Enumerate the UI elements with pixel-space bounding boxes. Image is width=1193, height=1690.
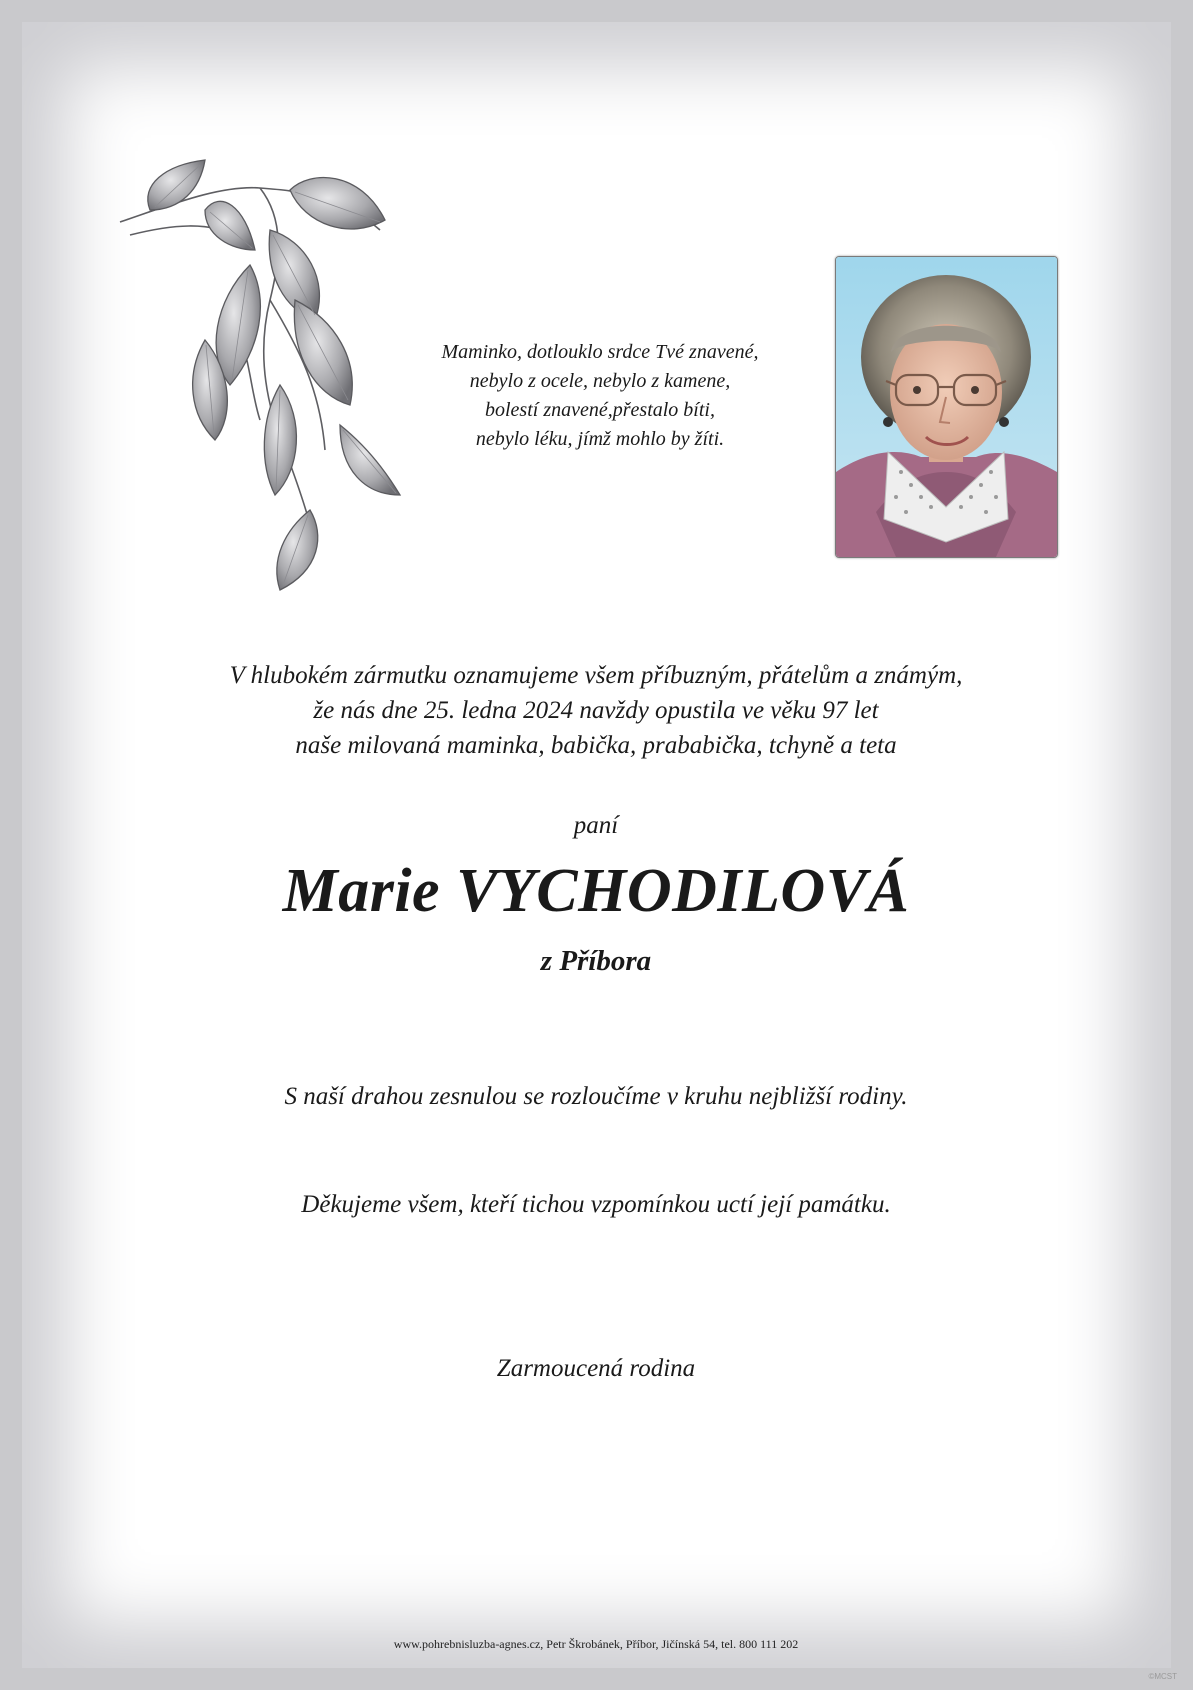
farewell-text: S naší drahou zesnulou se rozloučíme v kruhu nejbližší rodiny. — [284, 1083, 908, 1110]
announcement-line: naše milovaná maminka, babička, prababička, tchyně a teta — [295, 732, 897, 759]
honorific: paní — [573, 812, 619, 839]
leaf-branch-icon — [110, 150, 430, 600]
thanks-text: Děkujeme všem, kteří tichou vzpomínkou uctí její památku. — [301, 1191, 891, 1218]
signature: Zarmoucená rodina — [496, 1355, 696, 1382]
poem-line: nebylo léku, jímž mohlo by žíti. — [475, 428, 725, 450]
deceased-origin: z Příbora — [540, 945, 652, 977]
announcement-line: V hlubokém zármutku oznamujeme všem příbuzným, přátelům a známým, — [229, 662, 963, 689]
footer-contact: www.pohrebnisluzba-agnes.cz, Petr Škrobánek, Příbor, Jičínská 54, tel. 800 111 202 — [393, 1637, 799, 1651]
watermark: ©MCST — [1148, 1672, 1177, 1681]
deceased-name: Marie VYCHODILOVÁ — [282, 857, 910, 925]
poem — [400, 338, 800, 454]
poem-line: Maminko, dotlouklo srdce Tvé znavené, — [441, 341, 759, 363]
poem-line: bolestí znavené,přestalo bíti, — [485, 399, 715, 421]
announcement-line: že nás dne 25. ledna 2024 navždy opustila ve věku 97 let — [313, 697, 879, 724]
poem-line: nebylo z ocele, nebylo z kamene, — [469, 370, 731, 392]
portrait-photo — [835, 256, 1058, 558]
announcement — [96, 658, 1096, 763]
